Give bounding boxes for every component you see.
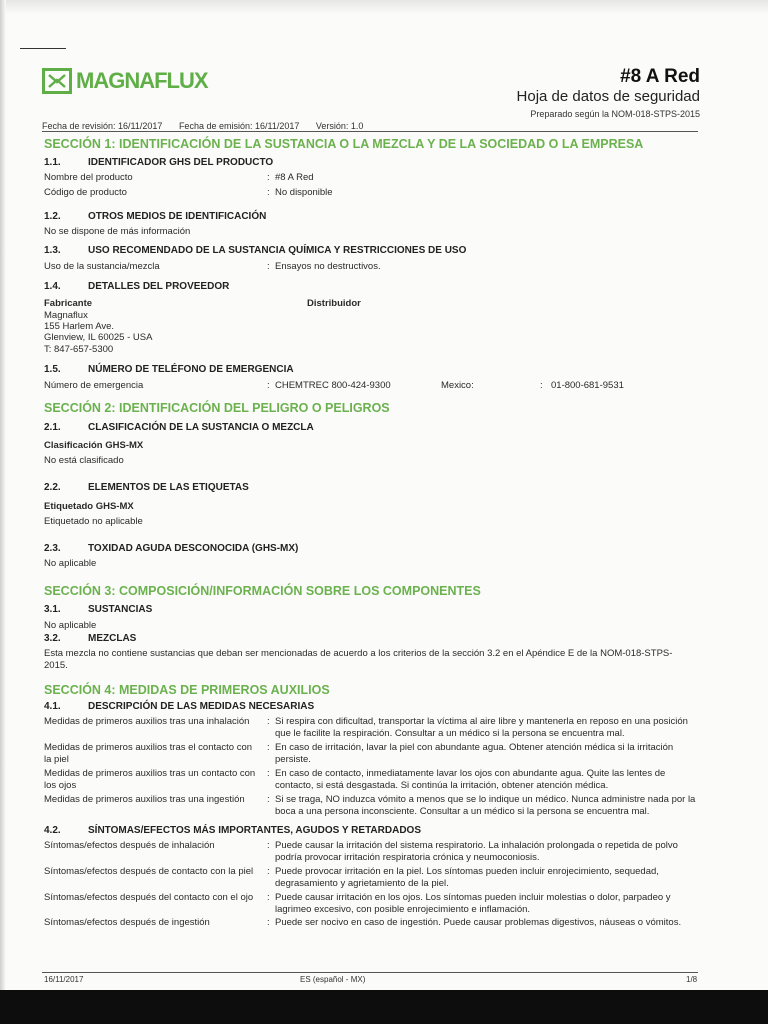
subsection-title: NÚMERO DE TELÉFONO DE EMERGENCIA (88, 364, 294, 375)
symptom-value: Puede ser nocivo en caso de ingestión. Puede causar problemas digestivos, náuseas o vómitos. (275, 917, 682, 928)
subsection-title: IDENTIFICADOR GHS DEL PRODUCTO (88, 157, 274, 168)
subsection-title: MEZCLAS (88, 633, 137, 644)
subsection-number: 3.1. (44, 604, 61, 615)
scan-shadow-left (0, 0, 6, 1024)
brand-name: MAGNAFLUX (76, 68, 208, 93)
colon: : (267, 840, 270, 851)
footer-date: 16/11/2017 (44, 975, 84, 984)
colon: : (267, 742, 270, 753)
address-line: Magnaflux (44, 310, 88, 321)
subsection-number: 2.2. (44, 482, 61, 493)
field-text: No aplicable (44, 620, 97, 631)
section-1-title: SECCIÓN 1: IDENTIFICACIÓN DE LA SUSTANCIA O LA MEZCLA Y DE LA SOCIEDAD O LA EMPRESA (44, 137, 644, 151)
symptom-label: Síntomas/efectos después de inhalación (44, 840, 215, 851)
subsection-title: DESCRIPCIÓN DE LAS MEDIDAS NECESARIAS (88, 701, 315, 712)
measure-label: Medidas de primeros auxilios tras una inhalación (44, 716, 250, 727)
measure-label: Medidas de primeros auxilios tras una ingestión (44, 794, 245, 805)
mexico-label: Mexico: (441, 380, 474, 391)
field-value: Ensayos no destructivos. (275, 261, 381, 272)
footer-page-number: 1/8 (686, 975, 698, 984)
field-text: No aplicable (44, 558, 97, 569)
footer-language: ES (español - MX) (300, 975, 366, 984)
subsection-number: 1.5. (44, 364, 61, 375)
subsection-number: 1.1. (44, 157, 61, 168)
prepared-note: Preparado según la NOM-018-STPS-2015 (530, 109, 700, 119)
subsection-number: 1.4. (44, 281, 61, 292)
mexico-number: 01-800-681-9531 (551, 380, 624, 391)
colon: : (267, 768, 270, 779)
measure-label: Medidas de primeros auxilios tras un contacto con los ojos (44, 768, 256, 791)
section-2-title: SECCIÓN 2: IDENTIFICACIÓN DEL PELIGRO O PELIGROS (44, 401, 390, 415)
subsection-number: 4.1. (44, 701, 61, 712)
colon: : (267, 261, 270, 272)
subsection-number: 1.3. (44, 245, 61, 256)
colon: : (267, 866, 270, 877)
subsection-title: SUSTANCIAS (88, 604, 153, 615)
field-label: Código de producto (44, 187, 127, 198)
subsection-title: USO RECOMENDADO DE LA SUSTANCIA QUÍMICA Y RESTRICCIONES DE USO (88, 245, 467, 256)
revision-date: Fecha de revisión: 16/11/2017 (42, 121, 163, 131)
subsection-title: CLASIFICACIÓN DE LA SUSTANCIA O MEZCLA (88, 422, 314, 433)
mixture-note: Esta mezcla no contiene sustancias que deban ser mencionadas de acuerdo a los criterios de la sección 3.2 en el Apéndice E de la NOM-018-STPS-2015. (44, 648, 673, 671)
colon: : (267, 917, 270, 928)
header-divider (42, 131, 698, 132)
subsection-number: 3.2. (44, 633, 61, 644)
subsection-title: SÍNTOMAS/EFECTOS MÁS IMPORTANTES, AGUDOS Y RETARDADOS (88, 825, 421, 836)
document-type: Hoja de datos de seguridad (516, 88, 700, 105)
field-label: Clasificación GHS-MX (44, 440, 144, 451)
colon: : (267, 716, 270, 727)
field-text: No se dispone de más información (44, 226, 191, 237)
field-label: Número de emergencia (44, 380, 144, 391)
version: Versión: 1.0 (315, 121, 364, 131)
colon: : (267, 892, 270, 903)
product-title: #8 A Red (620, 66, 700, 87)
field-label: Nombre del producto (44, 172, 133, 183)
measure-label: Medidas de primeros auxilios tras el contacto con la piel (44, 742, 253, 765)
section-4-title: SECCIÓN 4: MEDIDAS DE PRIMEROS AUXILIOS (44, 683, 330, 697)
symptom-label: Síntomas/efectos después del contacto con el ojo (44, 892, 254, 903)
scan-shadow-top (0, 0, 768, 14)
document-meta (42, 121, 377, 131)
manufacturer-label: Fabricante (44, 298, 93, 309)
address-line: 155 Harlem Ave. (44, 321, 115, 332)
subsection-title: ELEMENTOS DE LAS ETIQUETAS (88, 482, 249, 493)
measure-value: Si respira con dificultad, transportar la víctima al aire libre y mantenerla en reposo en una posición que le facilite la respiración. Consultar a un médico si la persona se encuentra mal. (275, 716, 688, 739)
magnaflux-logo (42, 68, 208, 94)
symptom-value: Puede causar la irritación del sistema respiratorio. La inhalación prolongada o repetida de polvo podría provocar irritación respiratoria crónica y neumoconiosis. (275, 840, 678, 863)
colon: : (267, 172, 270, 183)
issue-date: Fecha de emisión: 16/11/2017 (178, 121, 300, 131)
field-value: #8 A Red (275, 172, 314, 183)
subsection-number: 1.2. (44, 211, 61, 222)
phone-line: T: 847-657-5300 (44, 344, 114, 355)
footer-divider (42, 972, 698, 973)
subsection-title: OTROS MEDIOS DE IDENTIFICACIÓN (88, 211, 267, 222)
symptom-value: Puede causar irritación en los ojos. Los síntomas pueden incluir molestias o dolor, parpadeo y lagrimeo excesivo, con posible enrojecimiento e inflamación. (275, 892, 671, 915)
colon: : (267, 187, 270, 198)
symptom-label: Síntomas/efectos después de contacto con la piel (44, 866, 254, 877)
section-3-title: SECCIÓN 3: COMPOSICIÓN/INFORMACIÓN SOBRE LOS COMPONENTES (44, 584, 481, 598)
corner-mark (20, 48, 66, 49)
field-value: Etiquetado no aplicable (44, 516, 143, 527)
measure-value: En caso de irritación, lavar la piel con abundante agua. Obtener atención médica si la irritación persiste. (275, 742, 674, 765)
field-label: Etiquetado GHS-MX (44, 501, 134, 512)
field-label: Uso de la sustancia/mezcla (44, 261, 160, 272)
measure-value: En caso de contacto, inmediatamente lavar los ojos con abundante agua. Quite las lentes de contacto, si está desgastada. Si continúa la irritación, obtener atención médica. (275, 768, 666, 791)
colon: : (540, 380, 543, 391)
symptom-value: Puede provocar irritación en la piel. Los síntomas pueden incluir enrojecimiento, sequedad, degrasamiento y agrietamiento de la piel. (275, 866, 659, 889)
scanner-border (0, 990, 768, 1024)
subsection-title: DETALLES DEL PROVEEDOR (88, 281, 230, 292)
field-value: No está clasificado (44, 455, 124, 466)
colon: : (267, 794, 270, 805)
subsection-number: 4.2. (44, 825, 61, 836)
subsection-number: 2.3. (44, 543, 61, 554)
magnaflux-logo-icon (42, 68, 72, 94)
subsection-number: 2.1. (44, 422, 61, 433)
emergency-number: CHEMTREC 800-424-9300 (275, 380, 391, 391)
field-value: No disponible (275, 187, 333, 198)
address-line: Glenview, IL 60025 - USA (44, 332, 153, 343)
colon: : (267, 380, 270, 391)
measure-value: Si se traga, NO induzca vómito a menos que se lo indique un médico. Nunca administre nada por la boca a una persona inconsciente. Consultar a un médico si la persona se encuentra mal. (275, 794, 696, 817)
symptom-label: Síntomas/efectos después de ingestión (44, 917, 210, 928)
distributor-label: Distribuidor (307, 298, 361, 309)
subsection-title: TOXIDAD AGUDA DESCONOCIDA (GHS-MX) (88, 543, 299, 554)
